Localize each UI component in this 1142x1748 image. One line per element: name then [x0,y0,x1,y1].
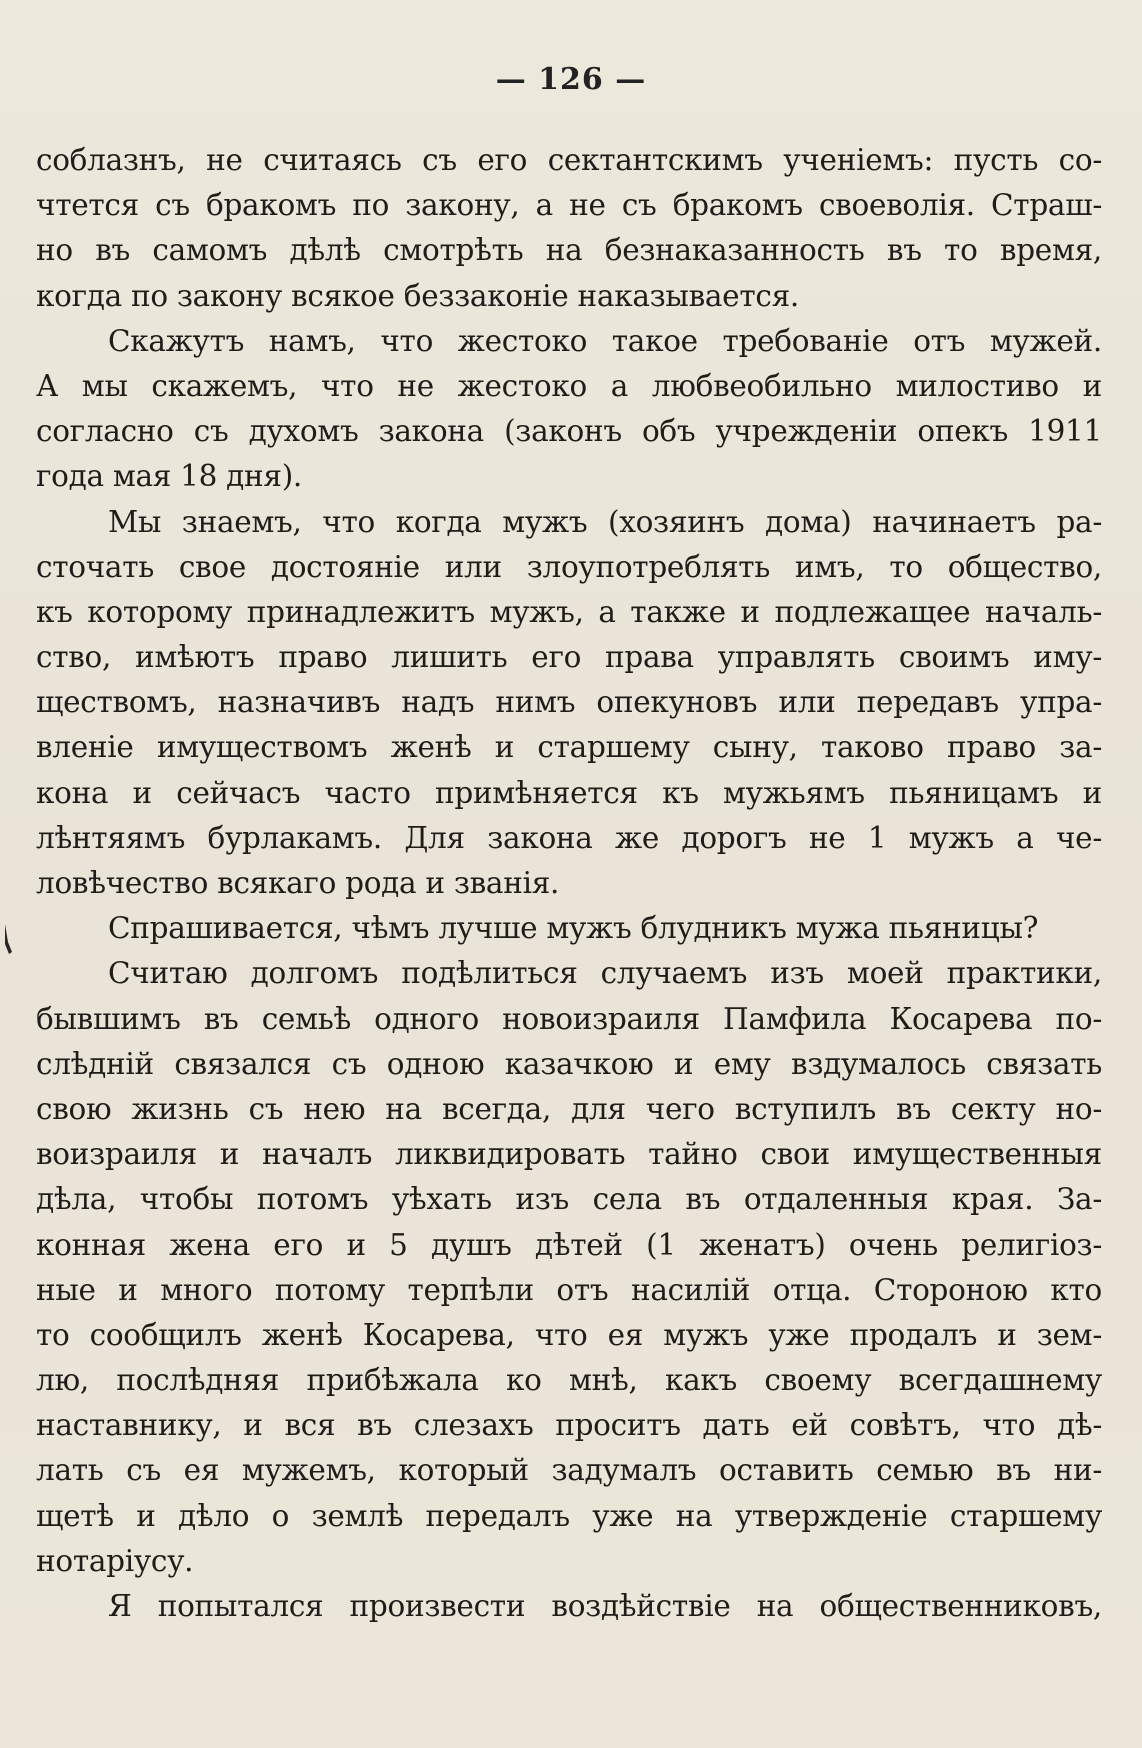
text-line: щетѣ и дѣло о землѣ передалъ уже на утвержденіе старшему [36,1498,1102,1533]
text-line: лѣнтяямъ бурлакамъ. Для закона же дорогъ не 1 мужъ а че- [36,820,1102,855]
text-line: ловѣчество всякаго рода и званія. [36,866,560,900]
text-line: дѣла, чтобы потомъ уѣхать изъ села въ отдаленныя края. За- [36,1182,1102,1217]
page-number: — 126 — [495,62,647,97]
text-line: соблазнъ, не считаясь съ его сектантскимъ ученіемъ: пусть со- [36,143,1102,177]
text-line: Считаю долгомъ подѣлиться случаемъ изъ моей практики, [108,956,1102,991]
margin-ink-mark [2,922,14,956]
text-line: когда по закону всякое беззаконіе наказывается. [36,278,799,313]
text-line: А мы скажемъ, что не жестоко а любвеобильно милостиво и [36,368,1102,403]
text-line: года мая 18 дня). [36,459,303,494]
text-line: ные и много потому терпѣли отъ насилій отца. Стороною кто [36,1272,1102,1307]
text-line: Скажутъ намъ, что жестоко такое требованіе отъ мужей. [108,323,1102,358]
text-line: согласно съ духомъ закона (законъ объ учрежденіи опекъ 1911 [36,414,1102,449]
text-line: наставнику, и вся въ слезахъ проситъ дать ей совѣтъ, что дѣ- [36,1408,1102,1443]
text-line: нотаріусу. [36,1543,194,1578]
text-line: конная жена его и 5 душъ дѣтей (1 женатъ) очень религіоз- [36,1227,1102,1262]
text-line: свою жизнь съ нею на всегда, для чего вступилъ въ секту но- [36,1091,1102,1126]
text-line: лю, послѣдняя прибѣжала ко мнѣ, какъ своему всегдашнему [36,1363,1102,1398]
text-line: ществомъ, назначивъ надъ нимъ опекуновъ или передавъ упра- [36,685,1102,720]
text-line: чтется съ бракомъ по закону, а не съ бракомъ своеволія. Страш- [36,188,1102,223]
text-line: то сообщилъ женѣ Косарева, что ея мужъ уже продалъ и зем- [36,1317,1102,1352]
text-line: сточать свое достояніе или злоупотреблять имъ, то общество, [36,549,1102,584]
text-line: ство, имѣютъ право лишить его права управлять своимъ иму- [36,640,1102,675]
body-text [36,138,1102,1629]
text-line: воизраиля и началъ ликвидировать тайно свои имущественныя [36,1137,1102,1172]
text-line: лать съ ея мужемъ, который задумалъ оставить семью въ ни- [36,1453,1102,1488]
text-line: но въ самомъ дѣлѣ смотрѣть на безнаказанность въ то время, [36,233,1102,268]
text-line: Я попытался произвести воздѣйствіе на общественниковъ, [108,1589,1102,1623]
text-line: къ которому принадлежитъ мужъ, а также и подлежащее началь- [36,594,1102,629]
text-line: бывшимъ въ семьѣ одного новоизраиля Памфила Косарева по- [36,1001,1102,1036]
text-line: слѣдній связался съ одною казачкою и ему вздумалось связать [36,1046,1102,1081]
text-line: Спрашивается, чѣмъ лучше мужъ блудникъ мужа пьяницы? [108,911,1039,946]
text-line: вленіе имуществомъ женѣ и старшему сыну, таково право за- [36,730,1102,765]
text-line: кона и сейчасъ часто примѣняется къ мужьямъ пьяницамъ и [36,775,1102,810]
text-line: Мы знаемъ, что когда мужъ (хозяинъ дома) начинаетъ ра- [108,504,1102,539]
